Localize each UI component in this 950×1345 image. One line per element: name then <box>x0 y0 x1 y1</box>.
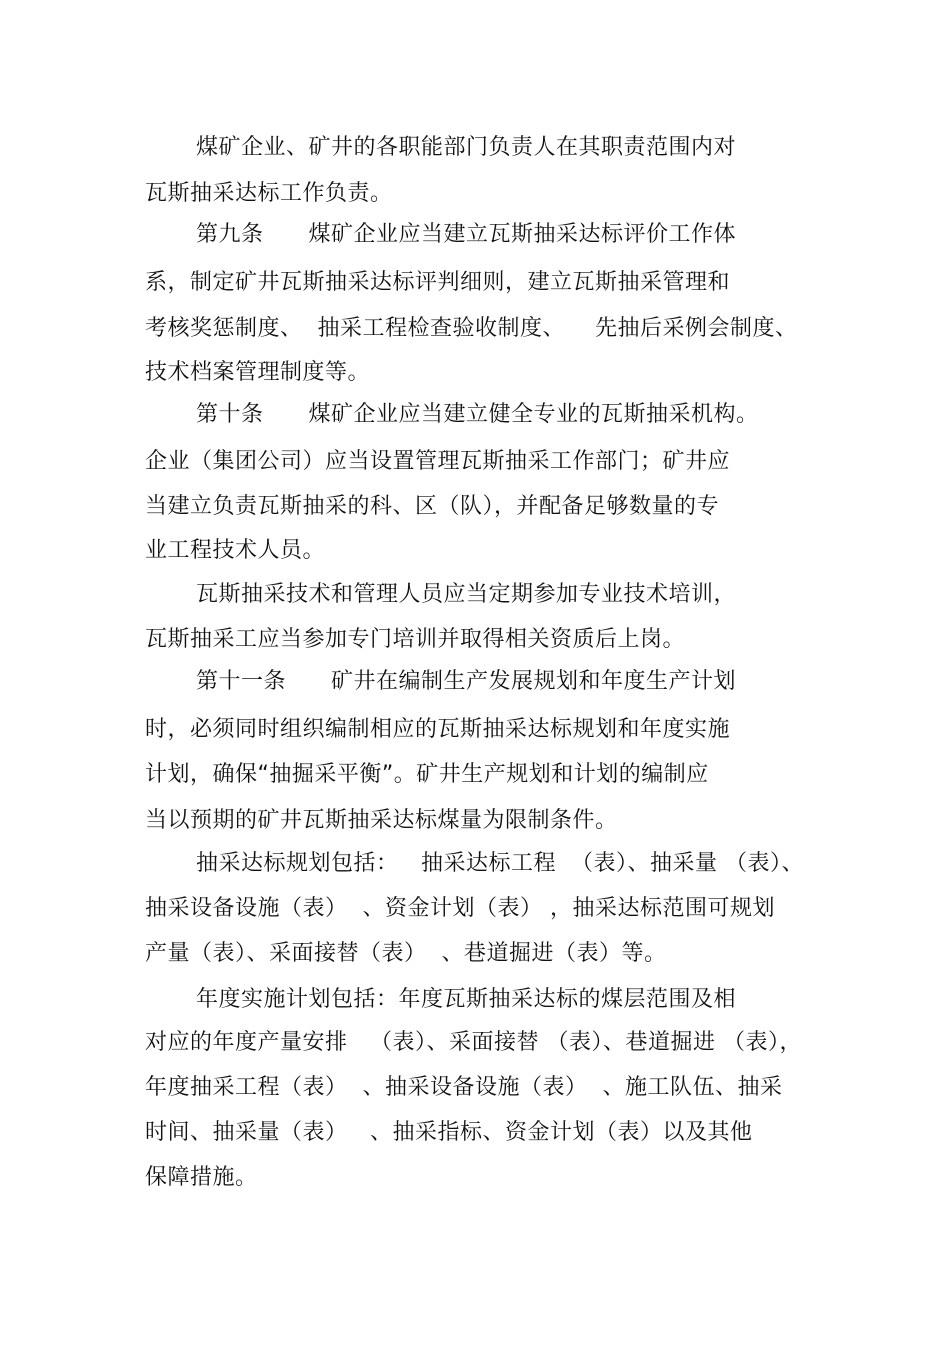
text-line: 业工程技术人员。 <box>145 538 326 563</box>
text-line: 产量（表）、采面接替（表） 、巷道掘进（表）等。 <box>145 941 667 966</box>
text-line: 保障措施。 <box>145 1165 258 1190</box>
text-line: 对应的年度产量安排 （表）、采面接替 （表）、巷道掘进 （表）， <box>145 1030 802 1055</box>
text-line: 年度实施计划包括：年度瓦斯抽采达标的煤层范围及相 <box>196 987 737 1012</box>
text-line: 考核奖惩制度、 抽采工程检查验收制度、 先抽后采例会制度、 <box>145 316 798 341</box>
text-line: 年度抽采工程（表） 、抽采设备设施（表） 、施工队伍、抽采 <box>145 1075 783 1100</box>
text-line: 瓦斯抽采技术和管理人员应当定期参加专业技术培训， <box>196 582 737 607</box>
text-line: 技术档案管理制度等。 <box>145 360 371 385</box>
text-line: 抽采达标规划包括： 抽采达标工程 （表）、抽采量 （表）、 <box>196 851 804 876</box>
text-line: 系，制定矿井瓦斯抽采达标评判细则，建立瓦斯抽采管理和 <box>145 270 731 295</box>
text-line: 第十条 煤矿企业应当建立健全专业的瓦斯抽采机构。 <box>196 402 759 427</box>
text-line: 第九条 煤矿企业应当建立瓦斯抽采达标评价工作体 <box>196 222 737 247</box>
text-line: 计划，确保“抽掘采平衡”。矿井生产规划和计划的编制应 <box>145 762 709 787</box>
text-line: 瓦斯抽采达标工作负责。 <box>145 181 393 206</box>
text-line: 抽采设备设施（表） 、资金计划（表） ，抽采达标范围可规划 <box>145 896 775 921</box>
text-line: 瓦斯抽采工应当参加专门培训并取得相关资质后上岗。 <box>145 627 686 652</box>
text-line: 时，必须同时组织编制相应的瓦斯抽采达标规划和年度实施 <box>145 717 731 742</box>
text-line: 时间、抽采量（表） 、抽采指标、资金计划（表）以及其他 <box>145 1120 753 1145</box>
text-line: 煤矿企业、矿井的各职能部门负责人在其职责范围内对 <box>196 135 737 160</box>
text-line: 企业（集团公司）应当设置管理瓦斯抽采工作部门；矿井应 <box>145 449 731 474</box>
text-line: 第十一条 矿井在编制生产发展规划和年度生产计划 <box>196 669 737 694</box>
text-line: 当建立负责瓦斯抽采的科、区（队），并配备足够数量的专 <box>145 494 720 519</box>
text-line: 当以预期的矿井瓦斯抽采达标煤量为限制条件。 <box>145 808 618 833</box>
